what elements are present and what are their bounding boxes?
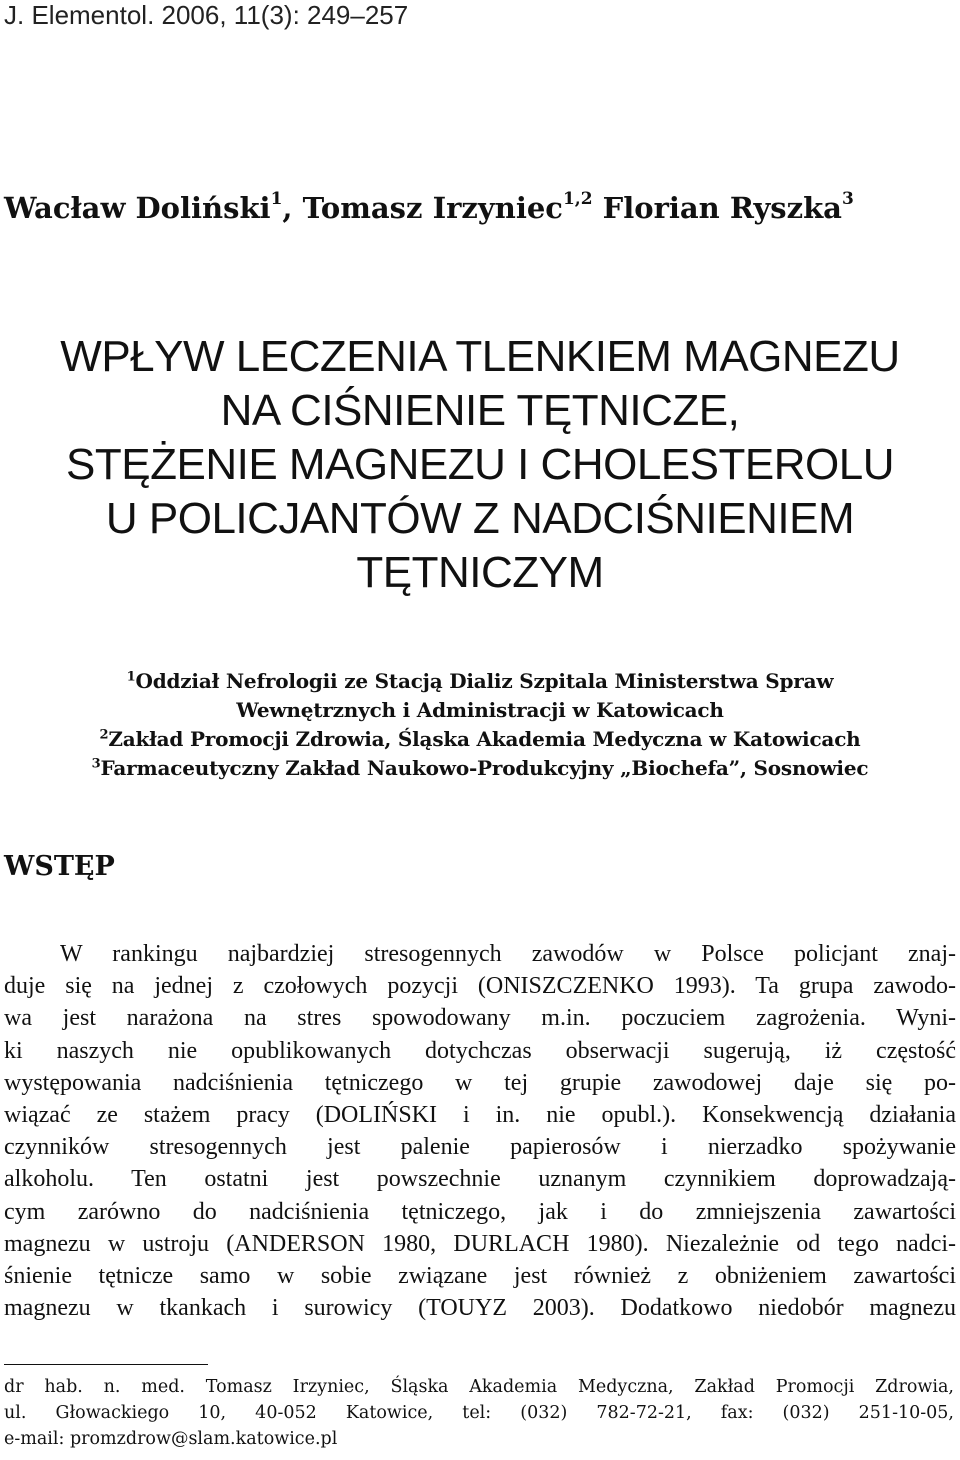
affiliation-2 — [0, 725, 960, 754]
body-line: śnienie tętnicze samo w sobie związane jest również z obniżeniem zawartości — [4, 1262, 956, 1289]
title-line: STĘŻENIE MAGNEZU I CHOLESTEROLU — [66, 440, 894, 489]
affiliation-mark: 3 — [91, 756, 101, 772]
author-name: Wacław Doliński — [4, 191, 271, 225]
body-text-run: duje się na jednej z czołowych pozycji ( — [4, 973, 486, 1000]
section-heading: WSTĘP — [4, 851, 115, 882]
affiliation-text: Farmaceutyczny Zakład Naukowo-Produkcyjny „Biochefa”, Sosnowiec — [100, 756, 869, 780]
affiliation-mark: 1 — [126, 669, 136, 685]
title-line: TĘTNICZYM — [356, 548, 604, 597]
body-line — [4, 1292, 956, 1324]
body-line — [4, 1228, 956, 1260]
footnote-line: dr hab. n. med. Tomasz Irzyniec, Śląska Akademia Medyczna, Zakład Promocji Zdrowia, — [4, 1377, 954, 1397]
title-line: NA CIŚNIENIE TĘTNICZE, — [220, 386, 740, 435]
body-line: wa jest narażona na stres spowodowany m.in. poczuciem zagrożenia. Wyni- — [4, 1005, 956, 1032]
affiliation-text: Zakład Promocji Zdrowia, Śląska Akademia Medyczna w Katowicach — [108, 727, 861, 751]
affiliation-1-cont — [0, 696, 960, 725]
body-text-run: i in. nie opubl.). Konsekwencją działania — [437, 1101, 956, 1128]
footnote-rule — [4, 1364, 208, 1365]
citation-author: DURLACH — [453, 1230, 570, 1257]
article-title — [0, 330, 960, 600]
footnote-line: ul. Głowackiego 10, 40-052 Katowice, tel: (032) 782-72-21, fax: (032) 251-10-05, — [4, 1403, 954, 1423]
correspondence-footnote — [4, 1374, 954, 1452]
affiliation-text: Wewnętrznych i Administracji w Katowicach — [236, 698, 724, 722]
author-list — [4, 188, 954, 228]
affiliation-text: Oddział Nefrologii ze Stacją Dializ Szpitala Ministerstwa Spraw — [135, 669, 834, 693]
citation-author: ANDERSON — [234, 1230, 365, 1257]
citation-author: ONISZCZENKO — [485, 973, 654, 1000]
body-text-run: magnezu w ustroju ( — [4, 1230, 235, 1257]
author-name: Tomasz Irzyniec — [302, 191, 563, 225]
body-paragraph — [4, 938, 956, 1324]
author-affiliation-mark: 3 — [841, 189, 854, 210]
body-line: cym zarówno do nadciśnienia tętniczego, jak i do zmniejszenia zawartości — [4, 1198, 956, 1225]
author-affiliation-mark: 1,2 — [562, 189, 593, 210]
body-text-run: magnezu w tkankach i surowicy ( — [4, 1295, 427, 1322]
body-line — [4, 970, 956, 1002]
title-line: WPŁYW LECZENIA TLENKIEM MAGNEZU — [60, 332, 900, 381]
affiliations — [0, 667, 960, 783]
body-line: W rankingu najbardziej stresogennych zawodów w Polsce policjant znaj- — [60, 941, 956, 967]
body-text-run: 1980). Niezależnie od tego nadci- — [569, 1230, 957, 1257]
body-line: ki naszych nie opublikowanych dotychczas obserwacji sugerują, iż częstość — [4, 1037, 956, 1064]
journal-citation: J. Elementol. 2006, 11(3): 249–257 — [4, 0, 409, 30]
affiliation-mark: 2 — [99, 727, 109, 743]
body-line: czynników stresogennych jest palenie papierosów i nierzadko spożywanie — [4, 1134, 956, 1161]
body-text-run: 1993). Ta grupa zawodo- — [653, 973, 957, 1000]
citation-author: TOUYZ — [426, 1295, 507, 1322]
body-text-run: 1980, — [364, 1230, 454, 1257]
author-separator: , — [282, 191, 303, 225]
author-affiliation-mark: 1 — [270, 189, 283, 210]
body-line: występowania nadciśnienia tętniczego w tej grupie zawodowej daje się po- — [4, 1069, 956, 1096]
citation-author: DOLIŃSKI — [323, 1101, 438, 1128]
body-line: alkoholu. Ten ostatni jest powszechnie uznanym czynnikiem doprowadzają- — [4, 1166, 956, 1193]
affiliation-1 — [0, 667, 960, 696]
author-name: Florian Ryszka — [602, 191, 842, 225]
title-line: U POLICJANTÓW Z NADCIŚNIENIEM — [105, 494, 855, 543]
body-text-run: wiązać ze stażem pracy ( — [4, 1101, 324, 1128]
body-text-run: 2003). Dodatkowo niedobór magnezu — [506, 1295, 956, 1322]
footnote-email: e-mail: promzdrow@slam.katowice.pl — [4, 1429, 338, 1449]
body-line — [4, 1099, 956, 1131]
affiliation-3 — [0, 754, 960, 783]
